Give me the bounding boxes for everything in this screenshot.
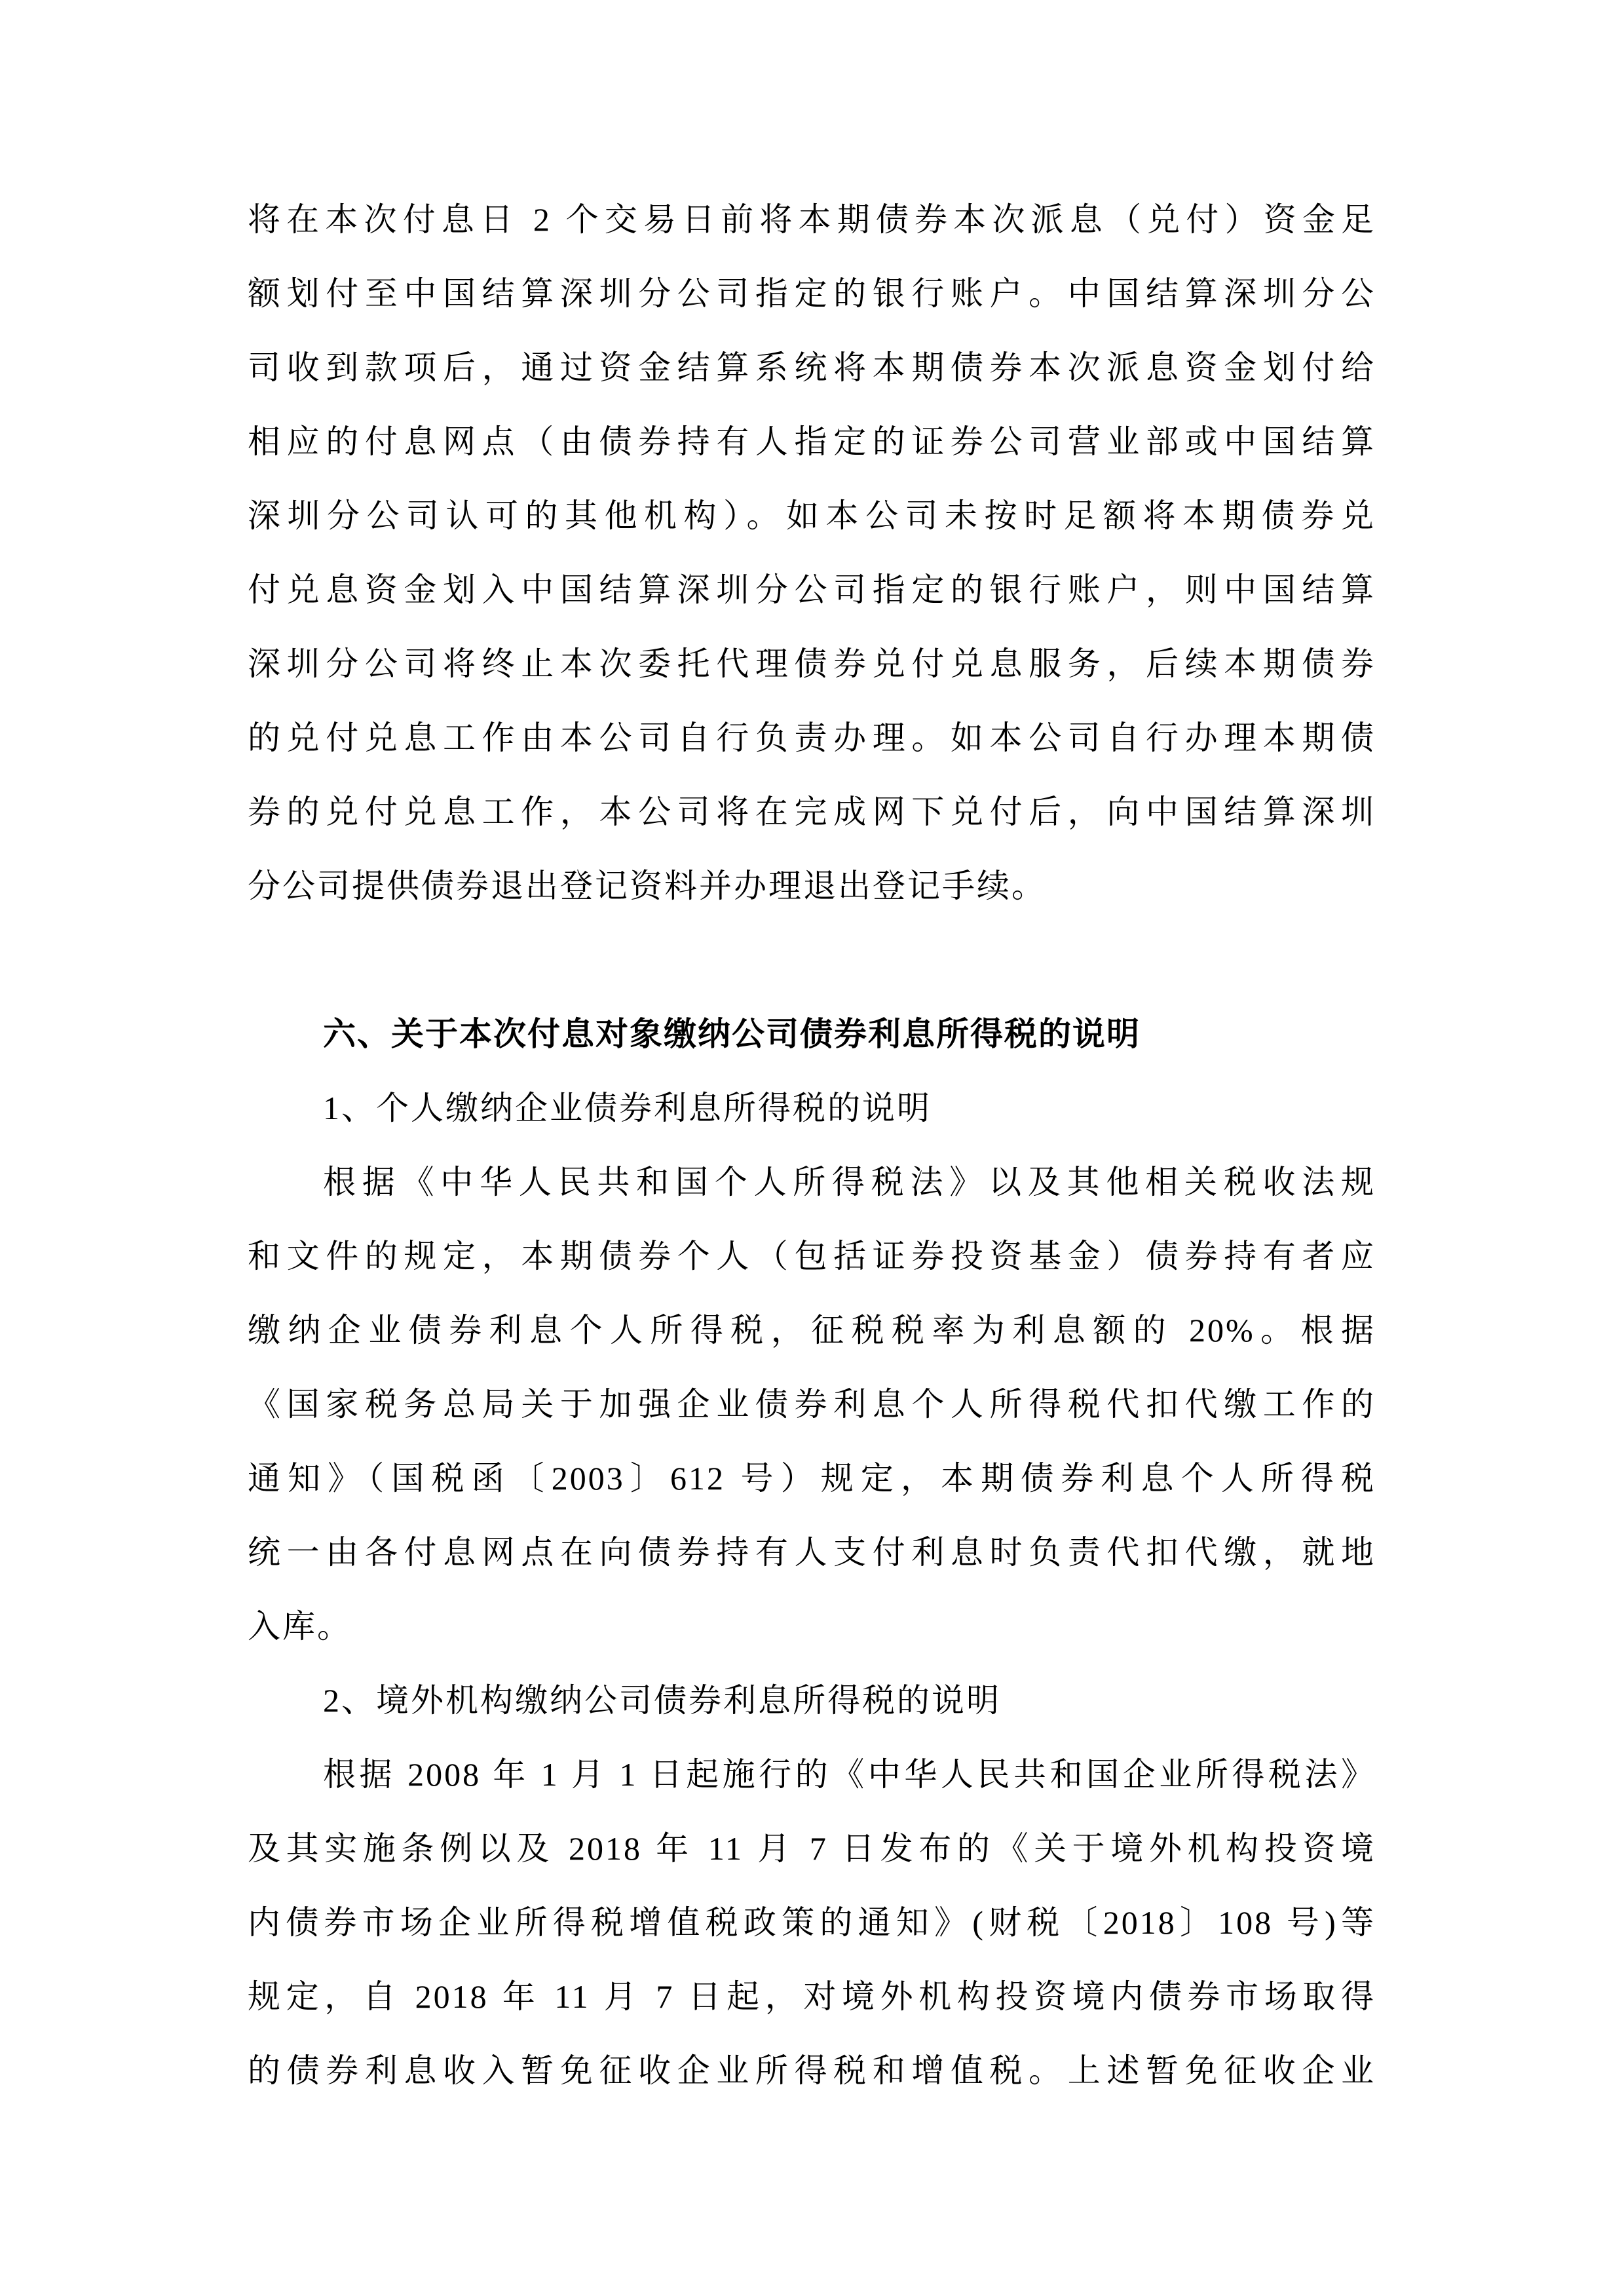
text-line: 缴纳企业债券利息个人所得税，征税税率为利息额的 20%。根据	[248, 1312, 1376, 1349]
text-line: 根据《中华人民共和国个人所得税法》以及其他相关税收法规	[323, 1164, 1376, 1200]
text-line: 《国家税务总局关于加强企业债券利息个人所得税代扣代缴工作的	[248, 1386, 1376, 1423]
section-heading: 六、关于本次付息对象缴纳公司债券利息所得税的说明	[323, 1016, 1141, 1052]
text-line: 深圳分公司认可的其他机构）。如本公司未按时足额将本期债券兑	[248, 497, 1376, 534]
text-line: 相应的付息网点（由债券持有人指定的证券公司营业部或中国结算	[248, 423, 1376, 460]
paragraph-payment-procedure	[248, 183, 1376, 923]
text-line: 额划付至中国结算深圳分公司指定的银行账户。中国结算深圳分公	[248, 275, 1376, 312]
paragraph-overseas-tax	[248, 1738, 1376, 2108]
text-line: 内债券市场企业所得税增值税政策的通知》(财税〔2018〕108 号)等	[248, 1904, 1376, 1941]
text-line: 付兑息资金划入中国结算深圳分公司指定的银行账户，则中国结算	[248, 571, 1376, 608]
page-content	[248, 183, 1376, 2108]
item-2-title: 2、境外机构缴纳公司债券利息所得税的说明	[323, 1682, 1001, 1719]
paragraph-individual-tax	[248, 1145, 1376, 1664]
text-line: 分公司提供债券退出登记资料并办理退出登记手续。	[248, 868, 1046, 904]
text-line: 券的兑付兑息工作，本公司将在完成网下兑付后，向中国结算深圳	[248, 794, 1376, 830]
text-line: 统一由各付息网点在向债券持有人支付利息时负责代扣代缴，就地	[248, 1534, 1376, 1571]
text-line: 规定，自 2018 年 11 月 7 日起，对境外机构投资境内债券市场取得	[248, 1978, 1376, 2015]
text-line: 深圳分公司将终止本次委托代理债券兑付兑息服务，后续本期债券	[248, 645, 1376, 682]
text-line: 及其实施条例以及 2018 年 11 月 7 日发布的《关于境外机构投资境	[248, 1830, 1376, 1867]
text-line: 根据 2008 年 1 月 1 日起施行的《中华人民共和国企业所得税法》	[323, 1756, 1376, 1793]
text-line: 的兑付兑息工作由本公司自行负责办理。如本公司自行办理本期债	[248, 719, 1376, 756]
text-line: 的债券利息收入暂免征收企业所得税和增值税。上述暂免征收企业	[248, 2052, 1376, 2089]
text-line: 司收到款项后，通过资金结算系统将本期债券本次派息资金划付给	[248, 349, 1376, 386]
item-1-title: 1、个人缴纳企业债券利息所得税的说明	[323, 1090, 932, 1126]
text-line: 和文件的规定，本期债券个人（包括证券投资基金）债券持有者应	[248, 1238, 1376, 1274]
blank-line	[248, 923, 1376, 997]
text-line: 入库。	[248, 1608, 352, 1645]
text-line: 将在本次付息日 2 个交易日前将本期债券本次派息（兑付）资金足	[248, 201, 1376, 238]
text-line: 通知》（国税函〔2003〕612 号）规定，本期债券利息个人所得税	[248, 1460, 1376, 1497]
